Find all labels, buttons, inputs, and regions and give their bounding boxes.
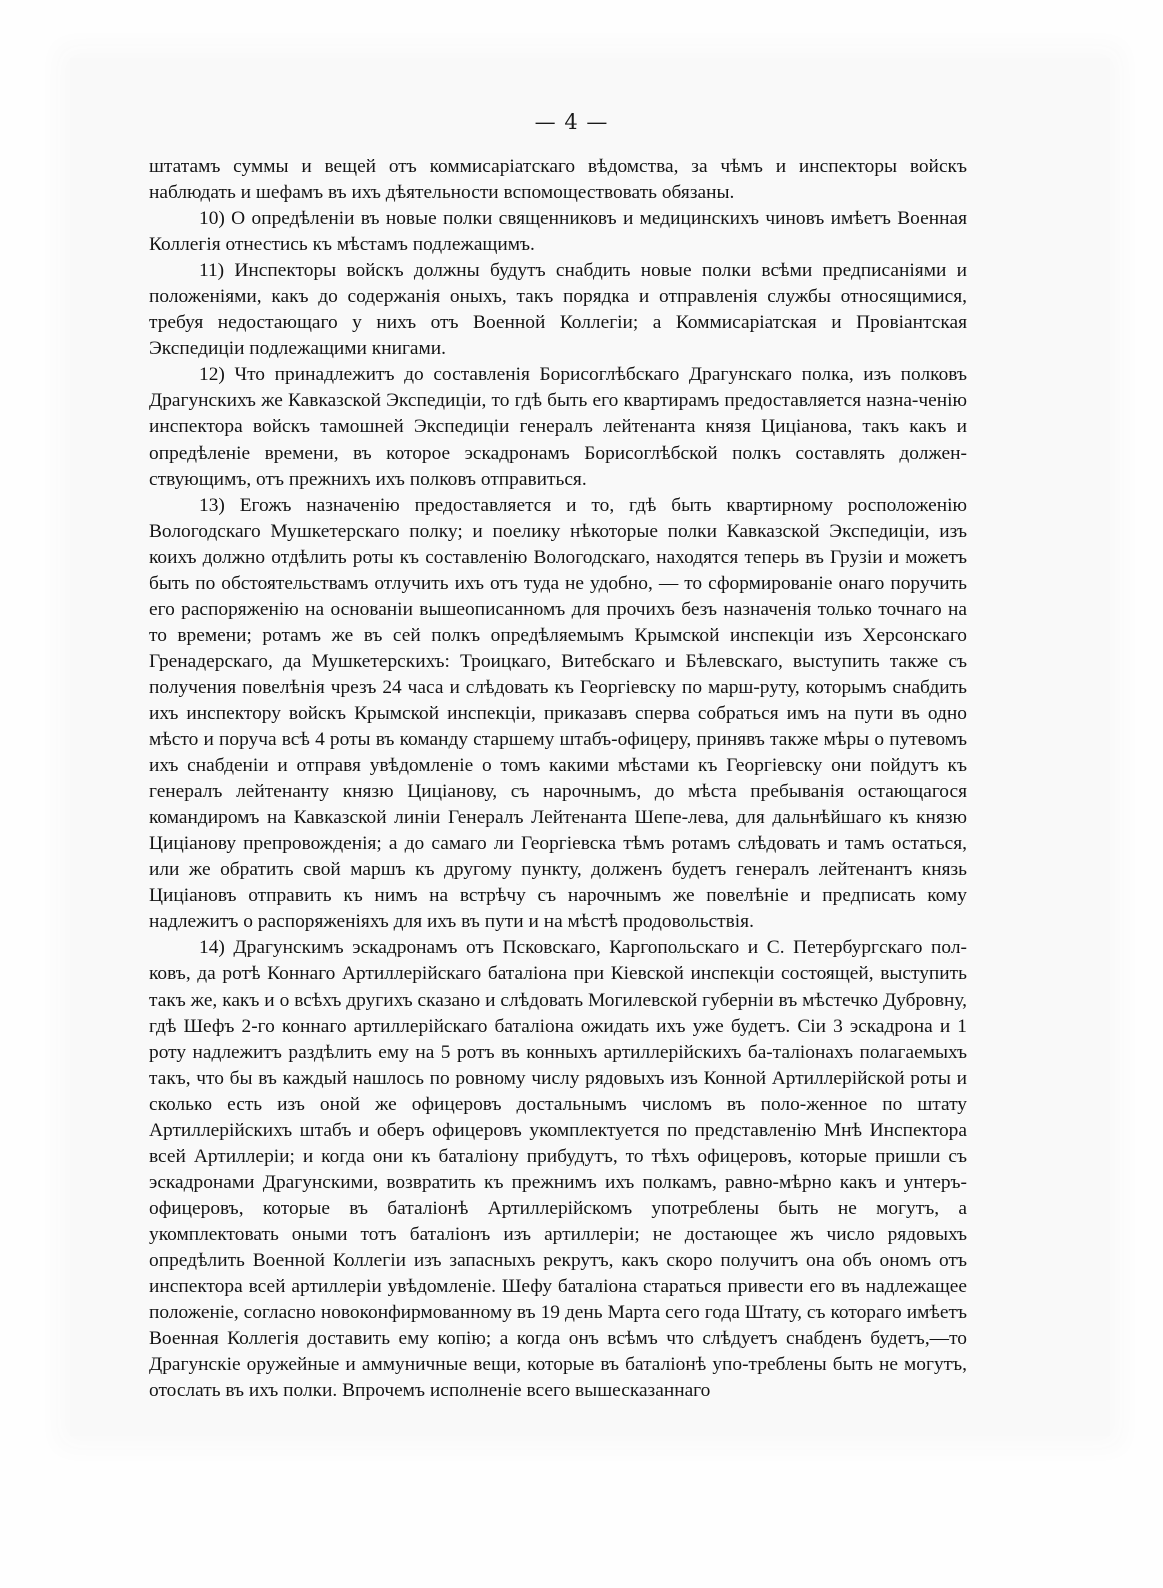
paragraph-item-11: 11) Инспекторы войскъ должны будутъ снабдить новые полки всѣми предписаніями и положеніями, какъ до содержанія оныхъ, такъ порядка и отправленія службы относящимися, требуя недостающаго у нихъ отъ Военной Коллегіи; а Коммисаріатская и Провіантская Экспедиціи подлежащими книгами. <box>149 260 967 360</box>
paragraph-item-12: 12) Что принадлежитъ до составленія Борисоглѣбскаго Драгунскаго полка, изъ полковъ Драгунскихъ же Кавказской Экспедиціи, то гдѣ быть его квартирамъ предоставляется назна-ченію инспектора войскъ тамошней Экспедиціи генералъ лейтенанта князя Циціанова, такъ какъ и опредѣленіе времени, въ которое эскадронамъ Борисоглѣбской полкъ составлять должен-ствующимъ, отъ прежнихъ ихъ полковъ отправиться. <box>149 364 967 490</box>
paragraph-item-13: 13) Егожъ назначенію предоставляется и то, гдѣ быть квартирному росположенію Вологодскаго Мушкетерскаго полку; и поелику нѣкоторые полки Кавказской Экспедиціи, изъ коихъ должно отдѣлить роты къ составленію Вологодскаго, находятся теперь въ Грузіи и можетъ быть по обстоятельствамъ отлучить ихъ отъ туда не удобно, — то сформированіе онаго поручить его распоряженію на основаніи вышеописанномъ для прочихъ безъ назначенія только точнаго на то времени; ротамъ же въ сей полкъ опредѣляемымъ Крымской инспекціи изъ Херсонскаго Гренадерскаго, да Мушкетерскихъ: Троицкаго, Витебскаго и Бѣлевскаго, выступить также съ получения повелѣнія чрезъ 24 часа и слѣдовать къ Георгіевску по марш-руту, которымъ снабдить ихъ инспектору войскъ Крымской инспекціи, приказавъ сперва собраться имъ на пути въ одно мѣсто и поруча всѣ 4 роты въ команду старшему штабъ-офицеру, принявъ также мѣры о путевомъ ихъ снабденіи и отправя увѣдомленіе о томъ какими мѣстами къ Георгіевску они пойдутъ къ генералъ лейтенанту князю Циціанову, съ нарочнымъ, до мѣста пребыванія остающагося командиромъ на Кавказской линіи Генералъ Лейтенанта Шепе-лева, для дальнѣйшаго къ князю Циціанову препровожденія; а до самаго ли Георгіевска тѣмъ ротамъ слѣдовать и тамъ остаться, или же обратить свой маршъ къ другому пункту, долженъ будетъ генералъ лейтенантъ князь Циціановъ отправить къ нимъ на встрѣчу съ нарочнымъ же повелѣніе и предписать кому надлежитъ о распоряженіяхъ для ихъ въ пути и на мѣстѣ продовольствія. <box>149 494 967 933</box>
body-text <box>149 154 967 1404</box>
paragraph-item-10: 10) О опредѣленіи въ новые полки священниковъ и медицинскихъ чиновъ имѣетъ Военная Коллегія отнестись къ мѣстамъ подлежащимъ. <box>149 208 967 256</box>
paragraph-item-14: 14) Драгунскимъ эскадронамъ отъ Псковскаго, Каргопольскаго и С. Петербургскаго пол-ковъ, да ротѣ Коннаго Артиллерійскаго баталіона при Кіевской инспекціи состоящей, выступить такъ же, какъ и о всѣхъ другихъ сказано и слѣдовать Могилевской губерніи въ мѣстечко Дубровну, гдѣ Шефъ 2-го коннаго артиллерійскаго баталіона ожидать ихъ уже будетъ. Сіи 3 эскадрона и 1 роту надлежитъ раздѣлить ему на 5 ротъ въ конныхъ артиллерійскихъ ба-таліонахъ полагаемыхъ такъ, что бы въ каждый нашлось по ровному числу рядовыхъ изъ Конной Артиллерійской роты и сколько есть изъ оной же офицеровъ достальнымъ числомъ въ поло-женное по штату Артиллерійскихъ штабъ и оберъ офицеровъ укомплектуется по представленію Мнѣ Инспектора всей Артиллеріи; и когда они къ баталіону прибудутъ, то тѣхъ офицеровъ, которые пришли съ эскадронами Драгунскими, возвратить къ прежнимъ ихъ полкамъ, равно-мѣрно какъ и унтеръ-офицеровъ, которые въ баталіонѣ Артиллерійскомъ употреблены быть не могутъ, а укомплектовать оными тотъ баталіонъ изъ артиллеріи; не достающее жъ число рядовыхъ опредѣлить Военной Коллегіи изъ запасныхъ рекрутъ, какъ скоро получитъ она объ ономъ отъ инспектора всей артиллеріи увѣдомленіе. Шефу баталіона стараться привести его въ надлежащее положеніе, согласно новоконфирмованному въ 19 день Марта сего года Штату, съ котораго имѣетъ Военная Коллегія доставить ему копію; а когда онъ всѣмъ что слѣдуетъ снабденъ будетъ,—то Драгунскіе оружейные и аммуничные вещи, которые въ баталіонѣ упо-треблены быть не могутъ, отослать въ ихъ полки. Впрочемъ исполненіе всего вышесказаннаго <box>149 937 967 1402</box>
paragraph-continuation: штатамъ суммы и вещей отъ коммисаріатскаго вѣдомства, за чѣмъ и инспекторы войскъ наблюдать и шефамъ въ ихъ дѣятельности вспомоществовать обязаны. <box>149 156 967 204</box>
page-number: — 4 — <box>534 110 609 134</box>
